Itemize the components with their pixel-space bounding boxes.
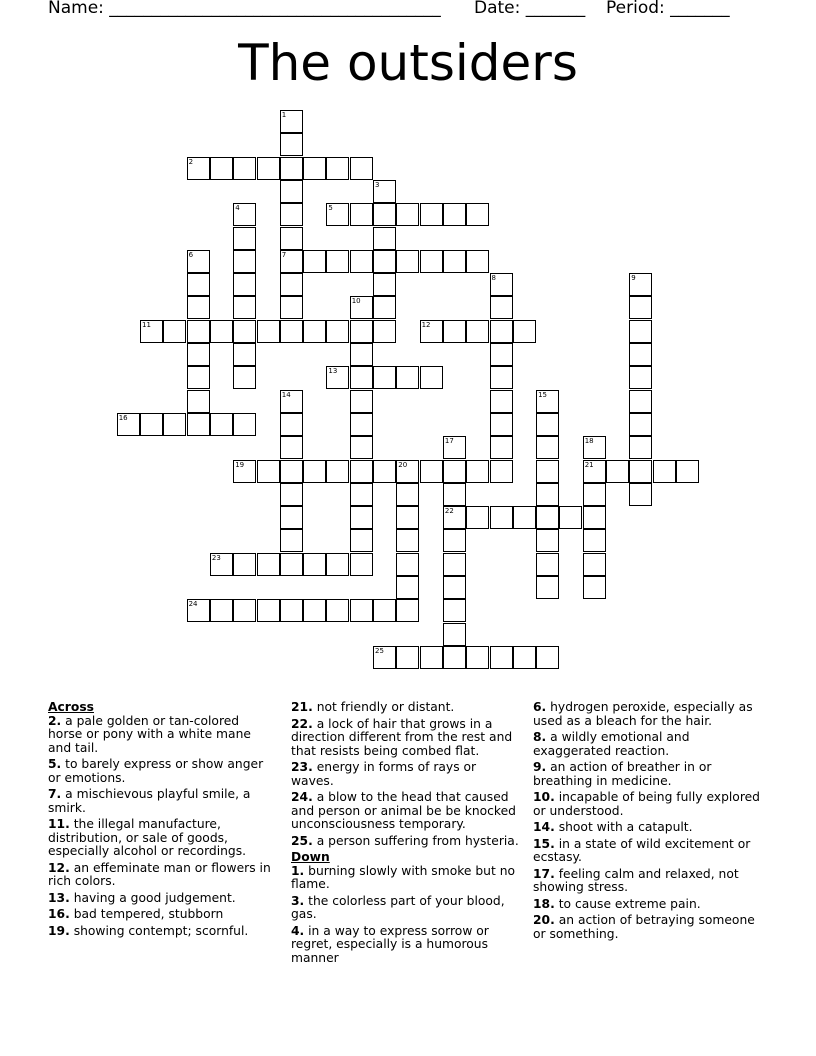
clue-number: 5 [328,204,333,213]
clue-item-number: 15. [533,836,555,851]
crossword-cell[interactable] [210,599,233,622]
crossword-cell[interactable] [629,483,652,506]
crossword-cell[interactable] [373,273,396,296]
clue-item-number: 7. [48,787,62,801]
clue-item-text: a lock of hair that grows in a direction different from the rest and that resists being combed flat. [291,716,513,758]
clue-item-number: 2. [48,713,62,728]
crossword-cell[interactable] [629,436,652,459]
clue-number: 10 [351,297,361,306]
crossword-cell[interactable] [490,366,513,389]
crossword-cell[interactable] [629,320,652,343]
crossword-cell[interactable] [583,436,606,459]
crossword-cell[interactable] [513,320,536,343]
crossword-cell[interactable] [326,553,349,576]
crossword-cell[interactable] [396,599,419,622]
crossword-cell[interactable] [280,180,303,203]
crossword-cell[interactable] [373,180,396,203]
crossword-cell[interactable] [280,390,303,413]
crossword-cell[interactable] [653,460,676,483]
crossword-cell[interactable] [536,576,559,599]
crossword-cell[interactable] [280,296,303,319]
clue-item-text: having a good judgement. [69,890,236,905]
crossword-cell[interactable] [350,250,373,273]
clue-item-number: 18. [533,896,555,911]
crossword-cell[interactable] [303,599,326,622]
crossword-cell[interactable] [396,250,419,273]
clue-number: 9 [631,274,636,283]
down-heading: Down [291,850,330,864]
crossword-cell[interactable] [443,320,466,343]
crossword-cell[interactable] [257,320,280,343]
crossword-cell[interactable] [466,506,489,529]
crossword-cell[interactable] [373,227,396,250]
clue-item-text: incapable of being fully explored or understood. [533,790,760,818]
clue-item-number: 19. [48,923,70,938]
crossword-cell[interactable] [583,529,606,552]
crossword-cell[interactable] [163,320,186,343]
clue-item-text: in a state of wild excitement or ecstasy. [533,836,751,864]
crossword-cell[interactable] [140,413,163,436]
clue-item-text: the colorless part of your blood, gas. [291,893,505,921]
crossword-cell[interactable] [350,506,373,529]
crossword-cell[interactable] [280,320,303,343]
crossword-cell[interactable] [210,157,233,180]
crossword-cell[interactable] [350,203,373,226]
crossword-cell[interactable] [466,250,489,273]
crossword-cell[interactable] [420,646,443,669]
clue-item [533,838,761,865]
clue-number: 18 [584,437,594,446]
clue-item-number: 22. [291,716,313,731]
crossword-cell[interactable] [373,250,396,273]
clues-column-3 [533,701,761,944]
crossword-cell[interactable] [420,366,443,389]
crossword-cell[interactable] [350,343,373,366]
crossword-cell[interactable] [443,483,466,506]
clue-number: 16 [118,413,128,422]
crossword-cell[interactable] [187,390,210,413]
clue-item-number: 20. [533,913,555,927]
crossword-cell[interactable] [443,250,466,273]
crossword-cell[interactable] [443,576,466,599]
crossword-cell[interactable] [140,320,163,343]
crossword-cell[interactable] [396,483,419,506]
period-field-label: Period: _______ [606,0,730,18]
clue-item [48,908,276,922]
crossword-cell[interactable] [490,273,513,296]
clue-item-number: 12. [48,860,70,875]
clue-item-text: burning slowly with smoke but no flame. [291,863,516,891]
clue-number: 14 [281,390,291,399]
crossword-cell[interactable] [536,436,559,459]
crossword-cell[interactable] [513,646,536,669]
date-field-label: Date: _______ [474,0,586,18]
crossword-cell[interactable] [210,413,233,436]
crossword-cell[interactable] [490,343,513,366]
clue-item-number: 5. [48,757,62,771]
crossword-cell[interactable] [373,366,396,389]
crossword-cell[interactable] [466,646,489,669]
clue-item [48,862,276,889]
clues-column-1 [48,701,276,941]
page-title: The outsiders [238,34,578,92]
crossword-cell[interactable] [210,320,233,343]
clue-item-text: shoot with a catapult. [554,820,693,834]
clue-item [48,818,276,859]
clue-item-text: a blow to the head that caused and person or animal be be knocked unconsciousness temporary. [291,790,516,831]
crossword-cell[interactable] [350,390,373,413]
crossword-cell[interactable] [280,529,303,552]
clue-item-number: 8. [533,730,547,744]
clue-number: 3 [375,180,380,189]
crossword-cell[interactable] [629,343,652,366]
crossword-cell[interactable] [466,203,489,226]
clue-item [291,865,519,892]
clue-item-text: a person suffering from hysteria. [312,833,519,848]
crossword-cell[interactable] [233,273,256,296]
crossword-cell[interactable] [420,460,443,483]
clue-number: 15 [538,390,548,399]
crossword-cell[interactable] [420,320,443,343]
clue-item [291,761,519,788]
crossword-cell[interactable] [280,110,303,133]
crossword-cell[interactable] [326,320,349,343]
crossword-cell[interactable] [676,460,699,483]
clue-item [533,761,761,788]
clue-number: 1 [281,111,287,119]
clue-item [533,898,761,912]
clue-item [291,718,519,759]
crossword-cell[interactable] [583,506,606,529]
crossword-cell[interactable] [233,157,256,180]
clue-item [48,715,276,756]
clue-number: 4 [235,204,240,213]
clue-item-text: energy in forms of rays or waves. [291,760,477,788]
clue-item-text: an action of betraying someone or something. [533,913,755,941]
crossword-cell[interactable] [443,460,466,483]
crossword-cell[interactable] [583,460,606,483]
clue-number: 20 [398,460,408,469]
crossword-cell[interactable] [350,529,373,552]
crossword-cell[interactable] [513,506,536,529]
clue-number: 11 [142,320,151,329]
crossword-cell[interactable] [187,296,210,319]
crossword-cell[interactable] [280,436,303,459]
clue-number: 23 [211,553,221,562]
clue-item [533,914,761,941]
crossword-cell[interactable] [280,133,303,156]
crossword-cell[interactable] [536,390,559,413]
crossword-cell[interactable] [396,529,419,552]
clue-item [291,835,519,849]
clue-item-text: to cause extreme pain. [554,896,701,911]
clue-number: 24 [188,600,198,609]
clue-item-number: 4. [291,923,305,938]
crossword-cell[interactable] [396,203,419,226]
crossword-cell[interactable] [443,436,466,459]
clue-item [48,892,276,906]
crossword-cell[interactable] [350,157,373,180]
crossword-cell[interactable] [350,413,373,436]
crossword-cell[interactable] [490,390,513,413]
clue-number: 13 [328,367,338,376]
clue-item [533,791,761,818]
crossword-cell[interactable] [233,250,256,273]
crossword-cell[interactable] [443,623,466,646]
crossword-cell[interactable] [257,553,280,576]
crossword-cell[interactable] [233,599,256,622]
crossword-cell[interactable] [443,506,466,529]
crossword-cell[interactable] [373,646,396,669]
crossword-cell[interactable] [443,553,466,576]
crossword-cell[interactable] [280,553,303,576]
crossword-cell[interactable] [350,296,373,319]
clue-item [533,868,761,895]
clue-item-text: in a way to express sorrow or regret, especially is a humorous manner [291,923,489,965]
clue-item-text: a wildly emotional and exaggerated reaction. [533,730,690,758]
clue-number: 12 [421,320,431,329]
crossword-cell[interactable] [280,483,303,506]
clue-number: 8 [491,274,496,283]
crossword-cell[interactable] [536,553,559,576]
clue-number: 22 [444,507,454,516]
clue-number: 21 [584,460,594,469]
crossword-cell[interactable] [187,157,210,180]
clue-item-text: a pale golden or tan-colored horse or pony with a white mane and tail. [48,713,251,755]
clue-item-number: 6. [533,700,547,714]
crossword-cell[interactable] [117,413,140,436]
crossword-cell[interactable] [350,553,373,576]
crossword-cell[interactable] [420,203,443,226]
crossword-cell[interactable] [326,250,349,273]
crossword-cell[interactable] [280,227,303,250]
crossword-cell[interactable] [257,157,280,180]
crossword-cell[interactable] [466,460,489,483]
clue-item [48,758,276,785]
crossword-cell[interactable] [583,483,606,506]
clue-item-text: an effeminate man or flowers in rich colors. [48,860,271,888]
crossword-cell[interactable] [373,296,396,319]
crossword-cell[interactable] [536,483,559,506]
crossword-cell[interactable] [583,576,606,599]
crossword-cell[interactable] [210,553,233,576]
crossword-cell[interactable] [326,599,349,622]
crossword-cell[interactable] [490,460,513,483]
crossword-cell[interactable] [326,203,349,226]
crossword-cell[interactable] [326,366,349,389]
crossword-cell[interactable] [187,599,210,622]
crossword-cell[interactable] [536,506,559,529]
crossword-cell[interactable] [233,460,256,483]
clue-item-number: 14. [533,820,555,834]
crossword-cell[interactable] [163,413,186,436]
crossword-cell[interactable] [443,599,466,622]
clue-item [291,701,519,715]
clue-item [291,925,519,966]
clue-item-number: 24. [291,790,313,804]
crossword-cell[interactable] [280,413,303,436]
crossword-cell[interactable] [583,553,606,576]
crossword-cell[interactable] [303,157,326,180]
crossword-cell[interactable] [373,460,396,483]
crossword-cell[interactable] [350,460,373,483]
clue-item-number: 23. [291,760,313,774]
crossword-cell[interactable] [559,506,582,529]
clue-item-number: 13. [48,890,70,905]
crossword-cell[interactable] [396,553,419,576]
crossword-cell[interactable] [326,157,349,180]
crossword-cell[interactable] [490,320,513,343]
clue-item-text: hydrogen peroxide, especially as used as a bleach for the hair. [533,700,753,728]
crossword-cell[interactable] [280,203,303,226]
clue-item [291,791,519,832]
crossword-cell[interactable] [350,599,373,622]
crossword-cell[interactable] [233,343,256,366]
clue-item-text: a mischievous playful smile, a smirk. [48,787,251,815]
crossword-cell[interactable] [536,646,559,669]
crossword-cell[interactable] [187,320,210,343]
crossword-cell[interactable] [233,227,256,250]
clue-item-number: 11. [48,817,70,831]
crossword-cell[interactable] [233,413,256,436]
crossword-cell[interactable] [490,296,513,319]
clue-item-number: 3. [291,893,305,908]
crossword-cell[interactable] [629,413,652,436]
crossword-cell[interactable] [536,460,559,483]
clue-number: 6 [188,250,194,259]
clue-item-number: 25. [291,833,313,848]
name-field-label: Name: _______________________________________ [48,0,441,18]
crossword-cell[interactable] [233,366,256,389]
crossword-cell[interactable] [536,413,559,436]
crossword-cell[interactable] [629,390,652,413]
clue-item-text: an action of breather in or breathing in medicine. [533,760,712,788]
across-heading: Across [48,700,94,714]
crossword-cell[interactable] [303,553,326,576]
clue-item-number: 17. [533,866,555,881]
crossword-cell[interactable] [233,320,256,343]
crossword-cell[interactable] [536,529,559,552]
crossword-cell[interactable] [350,366,373,389]
crossword-cell[interactable] [396,366,419,389]
crossword-cell[interactable] [280,157,303,180]
clue-item-text: the illegal manufacture, distribution, or sale of goods, especially alcohol or recordings. [48,817,247,858]
crossword-cell[interactable] [187,250,210,273]
crossword-cell[interactable] [396,646,419,669]
crossword-cell[interactable] [420,250,443,273]
clue-number: 25 [375,646,384,655]
crossword-cell[interactable] [373,599,396,622]
clue-number: 17 [444,437,454,446]
crossword-cell[interactable] [187,343,210,366]
crossword-cell[interactable] [303,250,326,273]
crossword-cell[interactable] [373,320,396,343]
crossword-cell[interactable] [443,203,466,226]
clue-item [533,731,761,758]
clues-column-2 [291,701,519,968]
crossword-cell[interactable] [303,460,326,483]
crossword-cell[interactable] [187,413,210,436]
crossword-cell[interactable] [280,250,303,273]
crossword-cell[interactable] [629,296,652,319]
crossword-cell[interactable] [466,320,489,343]
crossword-cell[interactable] [303,320,326,343]
crossword-cell[interactable] [280,273,303,296]
crossword-cell[interactable] [396,506,419,529]
crossword-cell[interactable] [280,506,303,529]
crossword-cell[interactable] [606,460,629,483]
crossword-cell[interactable] [443,529,466,552]
clue-item-number: 9. [533,760,547,774]
crossword-cell[interactable] [280,460,303,483]
crossword-cell[interactable] [187,366,210,389]
clue-item-number: 21. [291,700,313,714]
crossword-cell[interactable] [629,460,652,483]
clue-item [533,821,761,835]
crossword-cell[interactable] [490,506,513,529]
clue-number: 7 [281,250,287,259]
clue-item [48,925,276,939]
crossword-cell[interactable] [373,203,396,226]
crossword-cell[interactable] [629,273,652,296]
crossword-cell[interactable] [257,460,280,483]
crossword-cell[interactable] [350,483,373,506]
clue-item [533,701,761,728]
crossword-cell[interactable] [350,320,373,343]
crossword-cell[interactable] [280,599,303,622]
clue-item-number: 10. [533,790,555,804]
clue-item-text: bad tempered, stubborn [69,907,224,921]
clue-item-text: showing contempt; scornful. [69,923,249,938]
crossword-cell[interactable] [233,203,256,226]
crossword-cell[interactable] [257,599,280,622]
crossword-cell[interactable] [350,436,373,459]
clue-item [291,895,519,922]
crossword-cell[interactable] [396,576,419,599]
crossword-cell[interactable] [443,646,466,669]
clue-item-text: to barely express or show anger or emotions. [48,757,264,785]
clue-item-number: 16. [48,907,70,921]
clue-item-number: 1. [291,863,305,878]
clue-number: 2 [188,157,194,166]
crossword-cell[interactable] [396,460,419,483]
clue-item [48,788,276,815]
crossword-cell[interactable] [490,646,513,669]
crossword-cell[interactable] [233,296,256,319]
crossword-cell[interactable] [233,553,256,576]
crossword-cell[interactable] [490,436,513,459]
crossword-cell[interactable] [326,460,349,483]
clue-item-text: feeling calm and relaxed, not showing stress. [533,866,739,894]
crossword-cell[interactable] [490,413,513,436]
crossword-cell[interactable] [187,273,210,296]
clue-number: 19 [235,460,245,469]
clue-item-text: not friendly or distant. [312,700,455,714]
crossword-cell[interactable] [629,366,652,389]
